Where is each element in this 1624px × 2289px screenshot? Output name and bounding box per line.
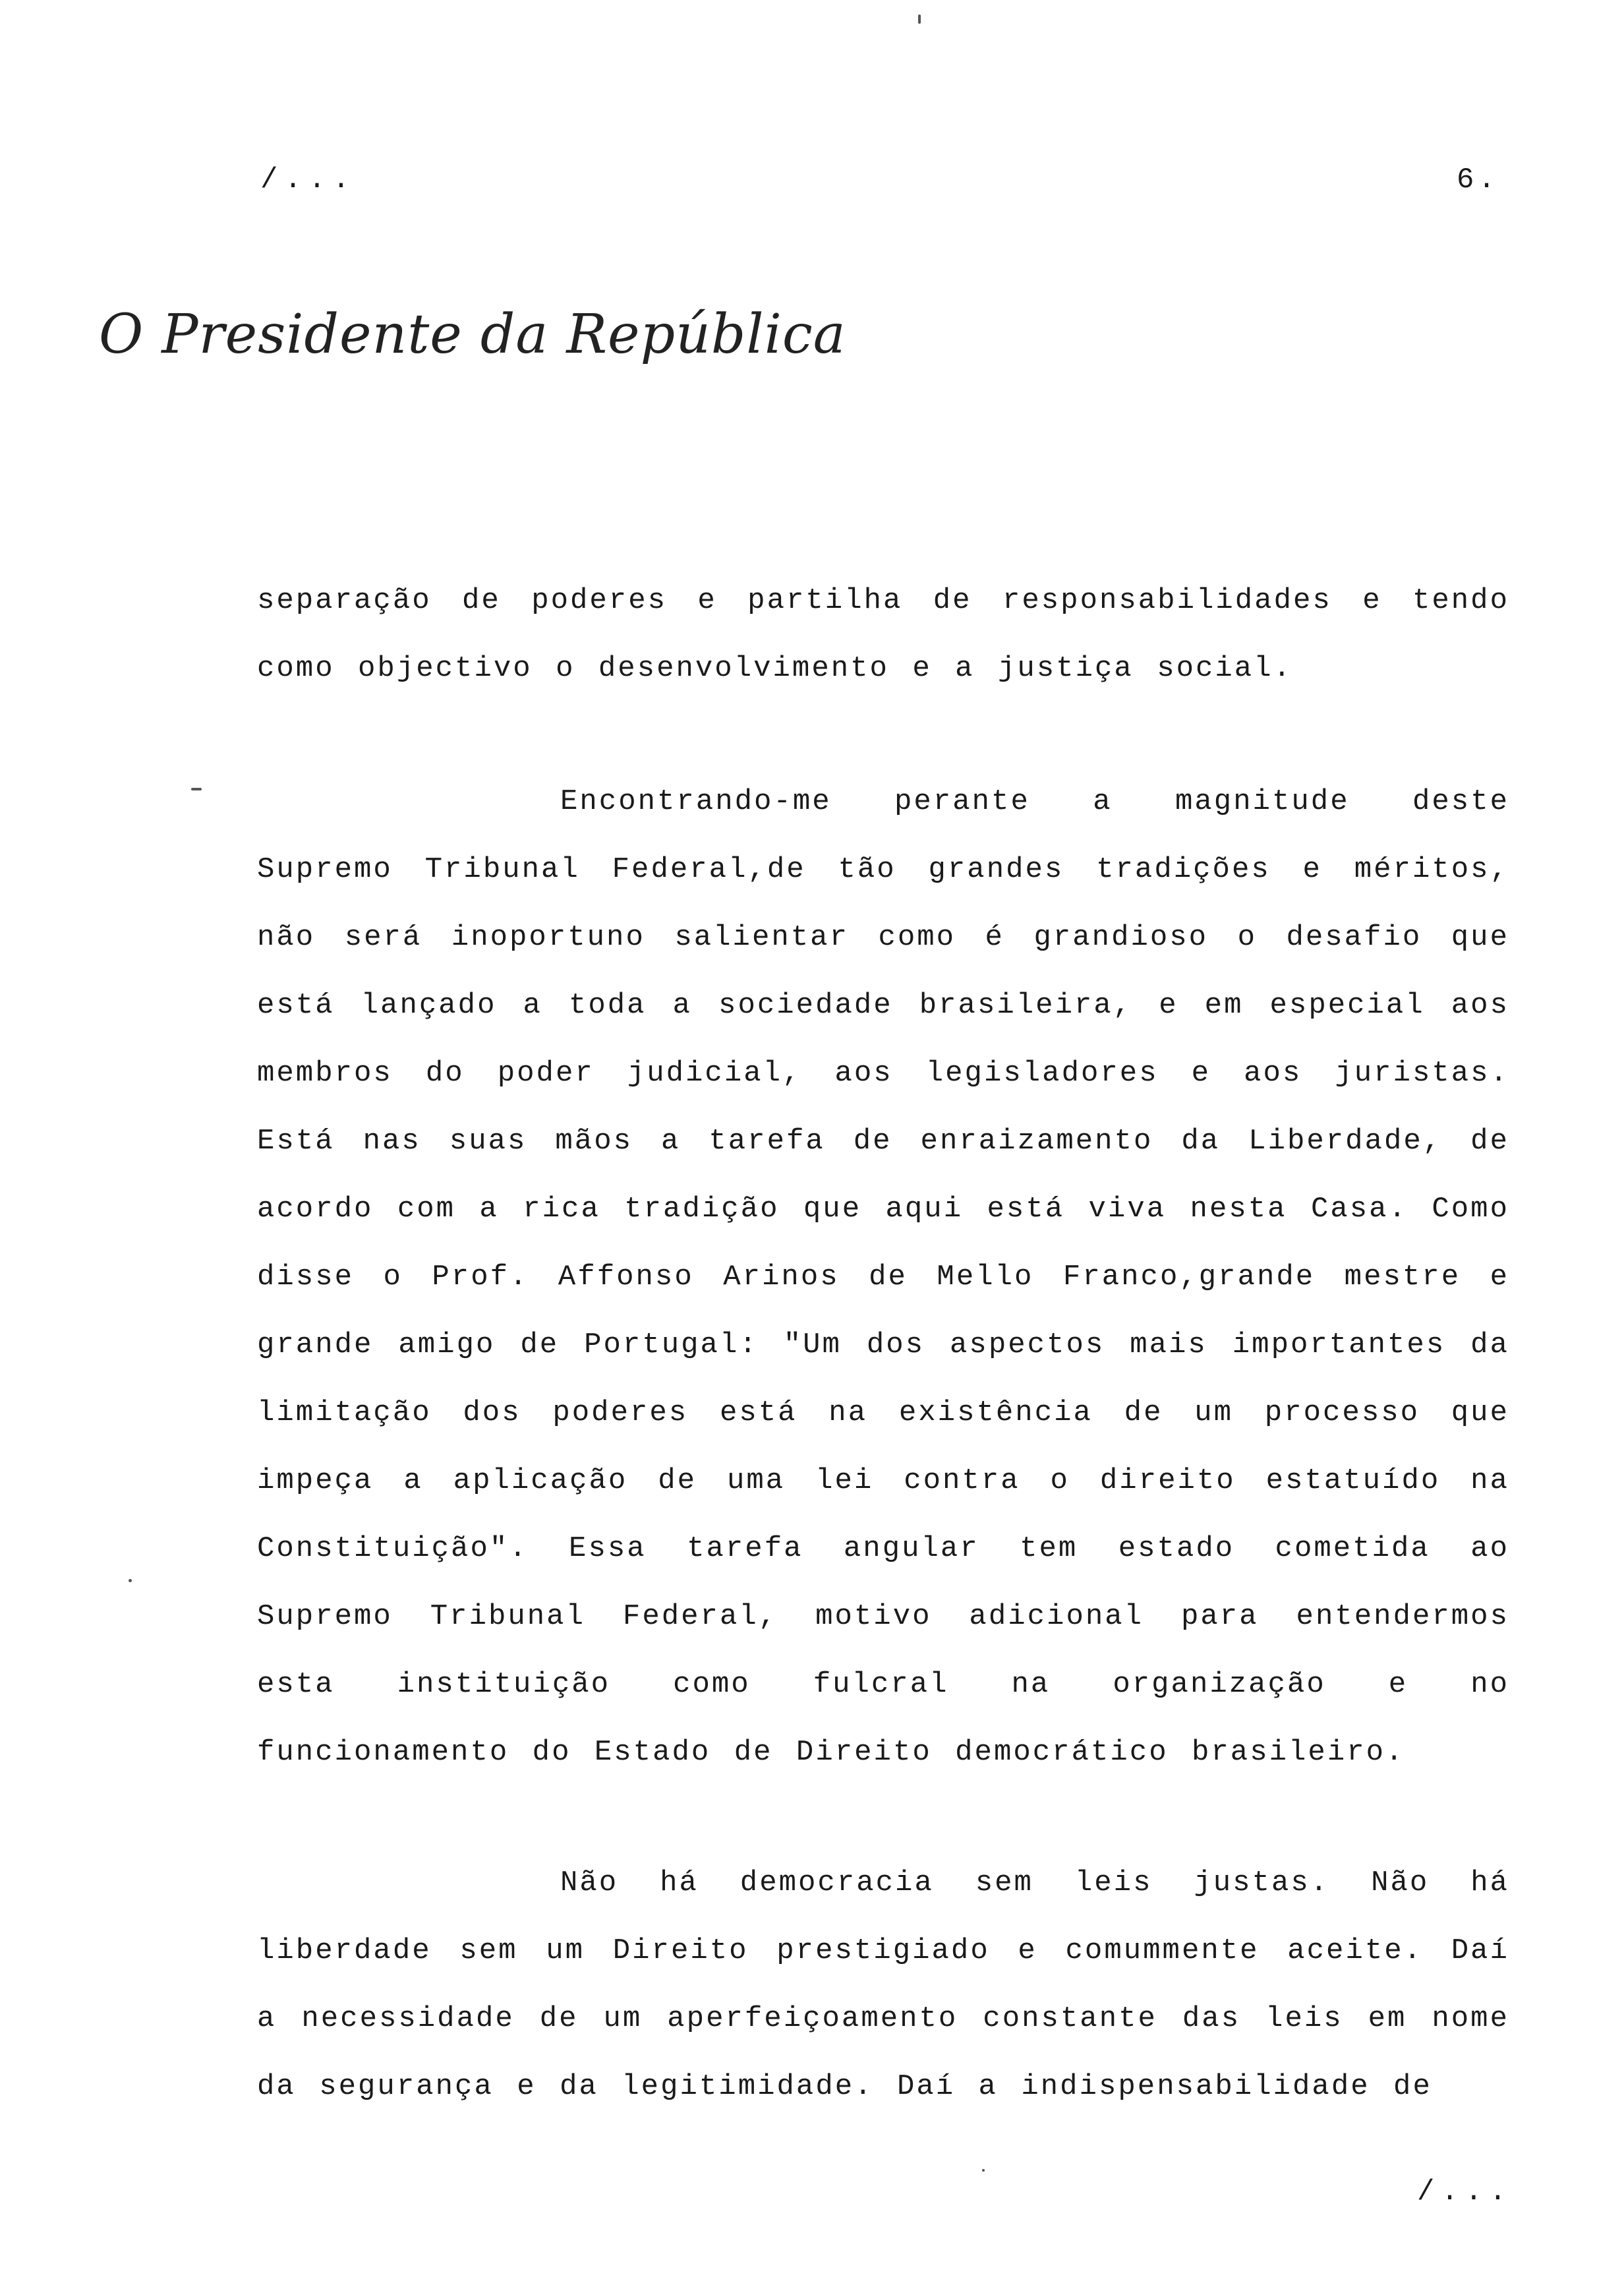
paragraph-2: [257, 768, 1509, 1787]
paragraph-text: Não há democracia sem leis justas. Não há liberdade sem um Direito prestigiado e comummente aceite. Daí a necessidade de um aperfeiçoamento constante das leis em nome da segurança e da legitimidade. Daí a indispensabilidade de: [257, 1866, 1509, 2103]
scan-speck: [191, 788, 202, 790]
letterhead: O Presidente da República: [99, 303, 846, 366]
paragraph-1: [257, 567, 1509, 703]
continuation-mark-bottom: /...: [1417, 2176, 1513, 2209]
scan-speck: [918, 15, 921, 24]
scan-speck: [129, 1579, 132, 1582]
paragraph-text: Encontrando-me perante a magnitude deste Supremo Tribunal Federal,de tão grandes tradições e méritos, não será inoportuno salientar como é grandioso o desafio que está lançado a toda a sociedade brasileira, e em especial aos membros do poder judicial, aos legisladores e aos juristas. Está nas suas mãos a tarefa de enraizamento da Liberdade, de acordo com a rica tradição que aqui está viva nesta Casa. Como disse o Prof. Affonso Arinos de Mello Franco,grande mestre e grande amigo de Portugal: "Um dos aspectos mais importantes da limitação dos poderes está na existência de um processo que impeça a aplicação de uma lei contra o direito estatuído na Constituição". Essa tarefa angular tem estado cometida ao Supremo Tribunal Federal, motivo adicional para entendermos esta instituição como fulcral na organização e no funcionamento do Estado de Direito democrático brasileiro.: [257, 785, 1509, 1769]
paragraph-3: [257, 1849, 1509, 2121]
page-number: 6.: [1457, 164, 1499, 196]
scan-speck: [982, 2169, 985, 2172]
paragraph-text: separação de poderes e partilha de responsabilidades e tendo como objectivo o desenvolvimento e a justiça social.: [257, 584, 1509, 685]
continuation-mark-top: /...: [260, 164, 357, 196]
